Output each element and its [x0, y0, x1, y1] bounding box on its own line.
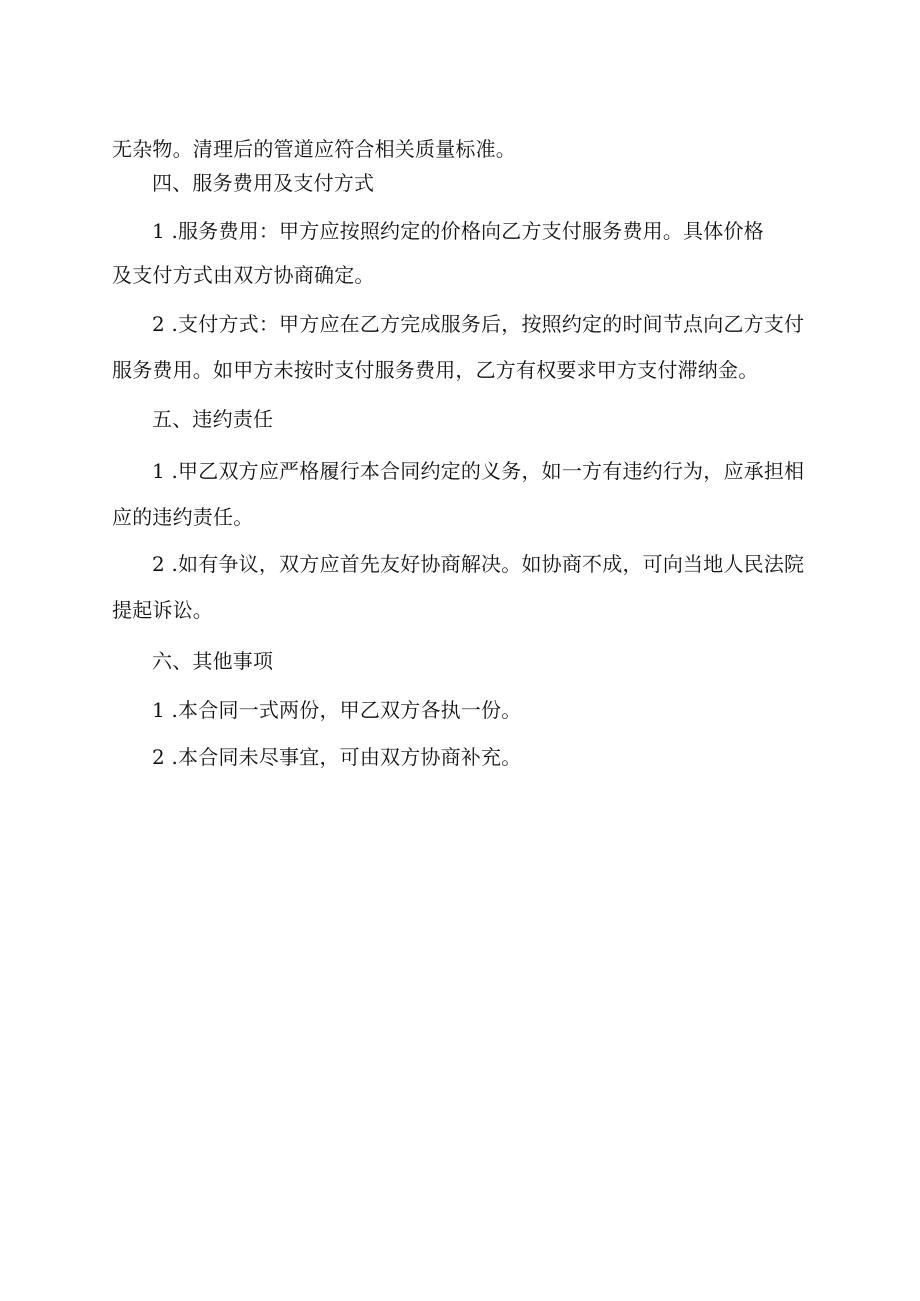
section-heading: 六、其他事项 [152, 649, 274, 673]
paragraph-line: 提起诉讼。 [112, 598, 213, 622]
paragraph-line: 应的违约责任。 [112, 505, 254, 529]
paragraph-line: 及支付方式由双方协商确定。 [112, 263, 375, 287]
paragraph-line: 1 .本合同一式两份，甲乙双方各执一份。 [152, 698, 522, 722]
paragraph-line: 2 .如有争议，双方应首先友好协商解决。如协商不成，可向当地人民法院 [152, 552, 805, 576]
paragraph-line: 服务费用。如甲方未按时支付服务费用，乙方有权要求甲方支付滞纳金。 [112, 358, 759, 382]
paragraph-line: 2 .本合同未尽事宜，可由双方协商补充。 [152, 745, 522, 769]
paragraph-line: 1 .甲乙双方应严格履行本合同约定的义务，如一方有违约行为，应承担相 [152, 459, 805, 483]
paragraph-line: 无杂物。清理后的管道应符合相关质量标准。 [112, 137, 516, 161]
section-heading: 五、违约责任 [152, 407, 274, 431]
paragraph-line: 1 .服务费用：甲方应按照约定的价格向乙方支付服务费用。具体价格 [152, 219, 764, 243]
paragraph-line: 2 .支付方式：甲方应在乙方完成服务后，按照约定的时间节点向乙方支付 [152, 312, 805, 336]
section-heading: 四、服务费用及支付方式 [152, 171, 375, 195]
